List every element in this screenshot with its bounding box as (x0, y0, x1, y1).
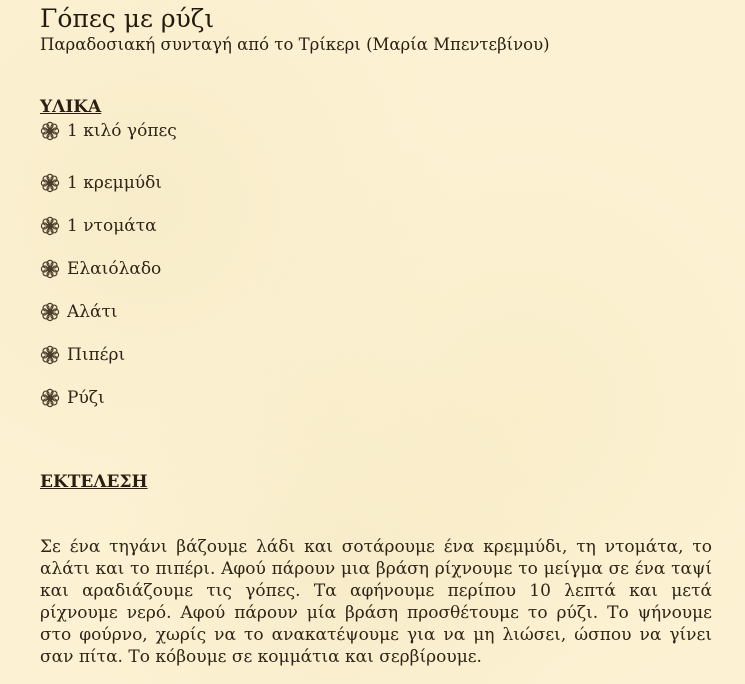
ingredient-label: Αλάτι (67, 301, 118, 322)
list-item (40, 204, 730, 247)
page-subtitle: Παραδοσιακή συνταγή από το Τρίκερι (Μαρία Μπεντεβίνου) (40, 35, 550, 54)
list-item (40, 118, 730, 144)
flower-bullet-icon (40, 259, 60, 279)
ingredient-label: 1 κιλό γόπες (67, 121, 177, 141)
ingredient-label: Ρύζι (67, 387, 105, 408)
recipe-page (40, 0, 730, 668)
flower-bullet-icon (40, 345, 60, 365)
flower-bullet-icon (40, 302, 60, 322)
list-item (40, 290, 730, 333)
list-item (40, 161, 730, 204)
method-paragraph: Σε ένα τηγάνι βάζουμε λάδι και σοτάρουμε ένα κρεμμύδι, τη ντομάτα, το αλάτι και το πιπέρι. Αφού πάρουν μια βράση ρίχνουμε το μείγμα σε ένα ταψί και αραδιάζουμε τις γόπες. Τα αφήνουμε περίπου 10 λεπτά και μετά ρίχνουμε νερό. Αφού πάρουν μία βράση προσθέτουμε το ρύζι. Το ψήνουμε στο φούρνο, χωρίς να το ανακατέψουμε για να μη λιώσει, ώσπου να γίνει σαν πίτα. Το κόβουμε σε κομμάτια και σερβίρουμε. (40, 537, 712, 667)
ingredient-label: 1 κρεμμύδι (67, 172, 162, 193)
ingredient-label: Πιπέρι (67, 344, 126, 365)
flower-bullet-icon (40, 388, 60, 408)
page-title: Γόπες με ρύζι (40, 4, 215, 33)
list-item (40, 376, 730, 419)
ingredients-heading: ΥΛΙΚΑ (40, 97, 102, 117)
ingredient-label: 1 ντομάτα (67, 215, 157, 236)
flower-bullet-icon (40, 216, 60, 236)
method-heading: ΕΚΤΕΛΕΣΗ (40, 472, 148, 492)
ingredients-list (40, 118, 730, 419)
flower-bullet-icon (40, 121, 60, 141)
flower-bullet-icon (40, 173, 60, 193)
ingredient-label: Ελαιόλαδο (67, 258, 162, 279)
list-item (40, 333, 730, 376)
list-item (40, 247, 730, 290)
